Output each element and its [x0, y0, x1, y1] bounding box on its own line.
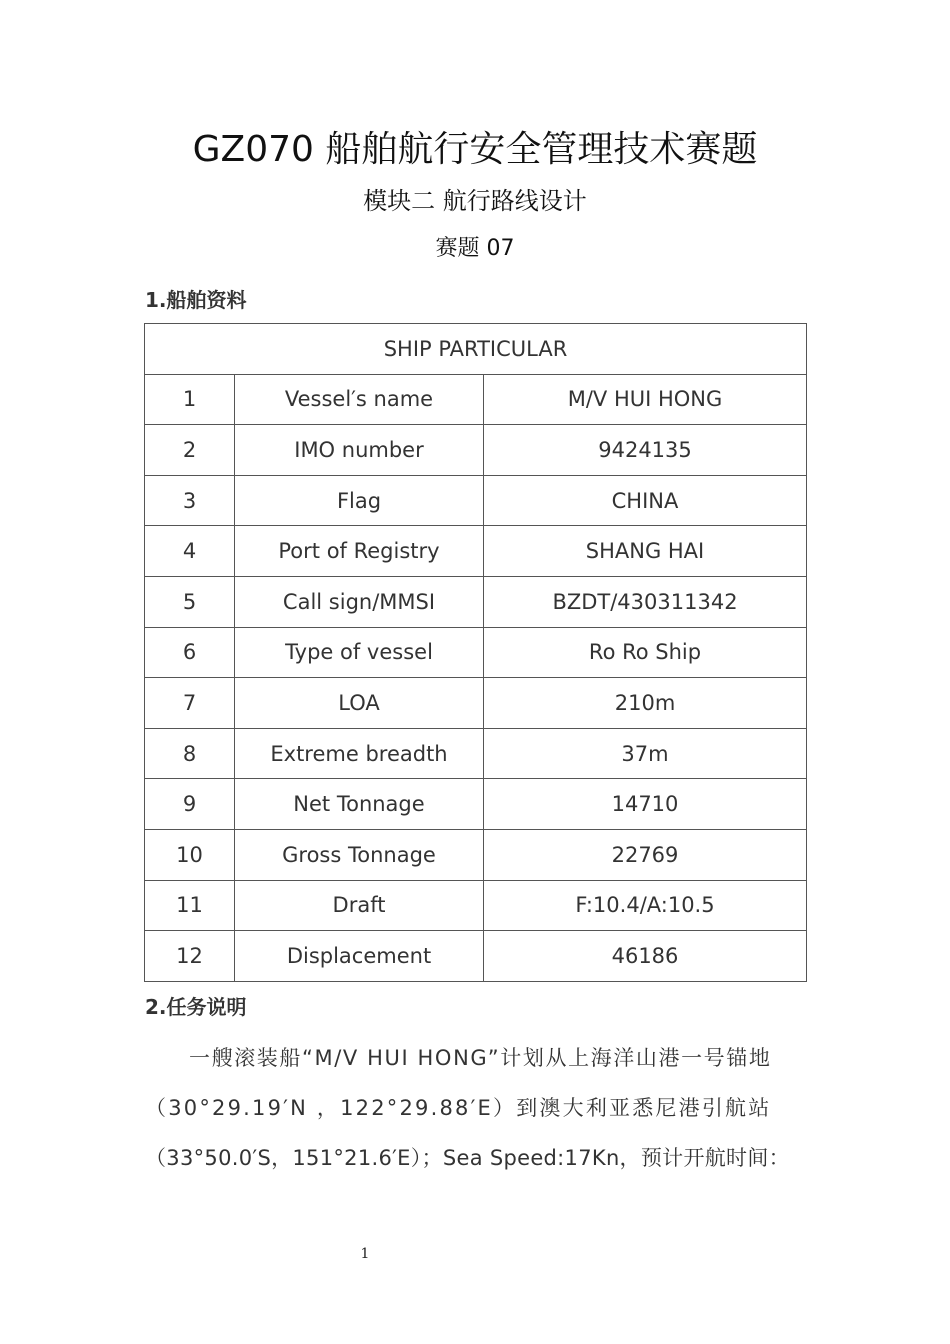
task-description	[145, 1033, 825, 1183]
page-number: 1	[360, 1246, 370, 1262]
row-item: Flag	[235, 475, 484, 526]
table-row	[145, 374, 807, 425]
module-subtitle: 模块二 航行路线设计	[363, 187, 587, 215]
row-number: 4	[145, 526, 235, 577]
task-line: （33°50.0′S，151°21.6′E）；Sea Speed:17Kn，预计开航时间：	[145, 1146, 790, 1170]
table-row	[145, 627, 807, 678]
row-value: SHANG HAI	[484, 526, 807, 577]
row-item: Gross Tonnage	[235, 829, 484, 880]
row-number: 12	[145, 931, 235, 982]
row-value: CHINA	[484, 475, 807, 526]
row-number: 10	[145, 829, 235, 880]
row-number: 1	[145, 374, 235, 425]
table-row	[145, 931, 807, 982]
row-value: 14710	[484, 779, 807, 830]
row-value: 37m	[484, 728, 807, 779]
ship-particular-table	[144, 323, 807, 982]
table-row	[145, 678, 807, 729]
row-item: LOA	[235, 678, 484, 729]
row-number: 6	[145, 627, 235, 678]
row-number: 8	[145, 728, 235, 779]
table-row	[145, 880, 807, 931]
row-number: 3	[145, 475, 235, 526]
row-value: 46186	[484, 931, 807, 982]
section-heading-task: 2.任务说明	[145, 995, 247, 1019]
question-number: 赛题 07	[435, 236, 515, 261]
table-row	[145, 425, 807, 476]
page-title: GZ070 船舶航行安全管理技术赛题	[192, 129, 758, 170]
table-row	[145, 728, 807, 779]
row-item: Displacement	[235, 931, 484, 982]
table-row	[145, 475, 807, 526]
row-item: Draft	[235, 880, 484, 931]
row-value: M/V HUI HONG	[484, 374, 807, 425]
table-caption: SHIP PARTICULAR	[145, 324, 807, 375]
row-value: F:10.4/A:10.5	[484, 880, 807, 931]
row-item: Call sign/MMSI	[235, 576, 484, 627]
row-item: Vessel′s name	[235, 374, 484, 425]
row-item: Type of vessel	[235, 627, 484, 678]
row-item: Net Tonnage	[235, 779, 484, 830]
row-number: 5	[145, 576, 235, 627]
section-heading-ship-data: 1.船舶资料	[145, 288, 247, 312]
row-value: 210m	[484, 678, 807, 729]
row-item: Port of Registry	[235, 526, 484, 577]
row-value: 22769	[484, 829, 807, 880]
row-number: 7	[145, 678, 235, 729]
row-number: 2	[145, 425, 235, 476]
row-value: Ro Ro Ship	[484, 627, 807, 678]
row-item: Extreme breadth	[235, 728, 484, 779]
row-number: 11	[145, 880, 235, 931]
row-value: 9424135	[484, 425, 807, 476]
row-value: BZDT/430311342	[484, 576, 807, 627]
table-row	[145, 576, 807, 627]
table-row	[145, 779, 807, 830]
row-number: 9	[145, 779, 235, 830]
row-item: IMO number	[235, 425, 484, 476]
table-row	[145, 526, 807, 577]
task-line: （30°29.19′N ，122°29.88′E）到澳大利亚悉尼港引航站	[145, 1096, 772, 1120]
task-line: 一艘滚装船“M/V HUI HONG”计划从上海洋山港一号锚地	[189, 1046, 772, 1070]
table-row	[145, 829, 807, 880]
table-caption-row	[145, 324, 807, 375]
